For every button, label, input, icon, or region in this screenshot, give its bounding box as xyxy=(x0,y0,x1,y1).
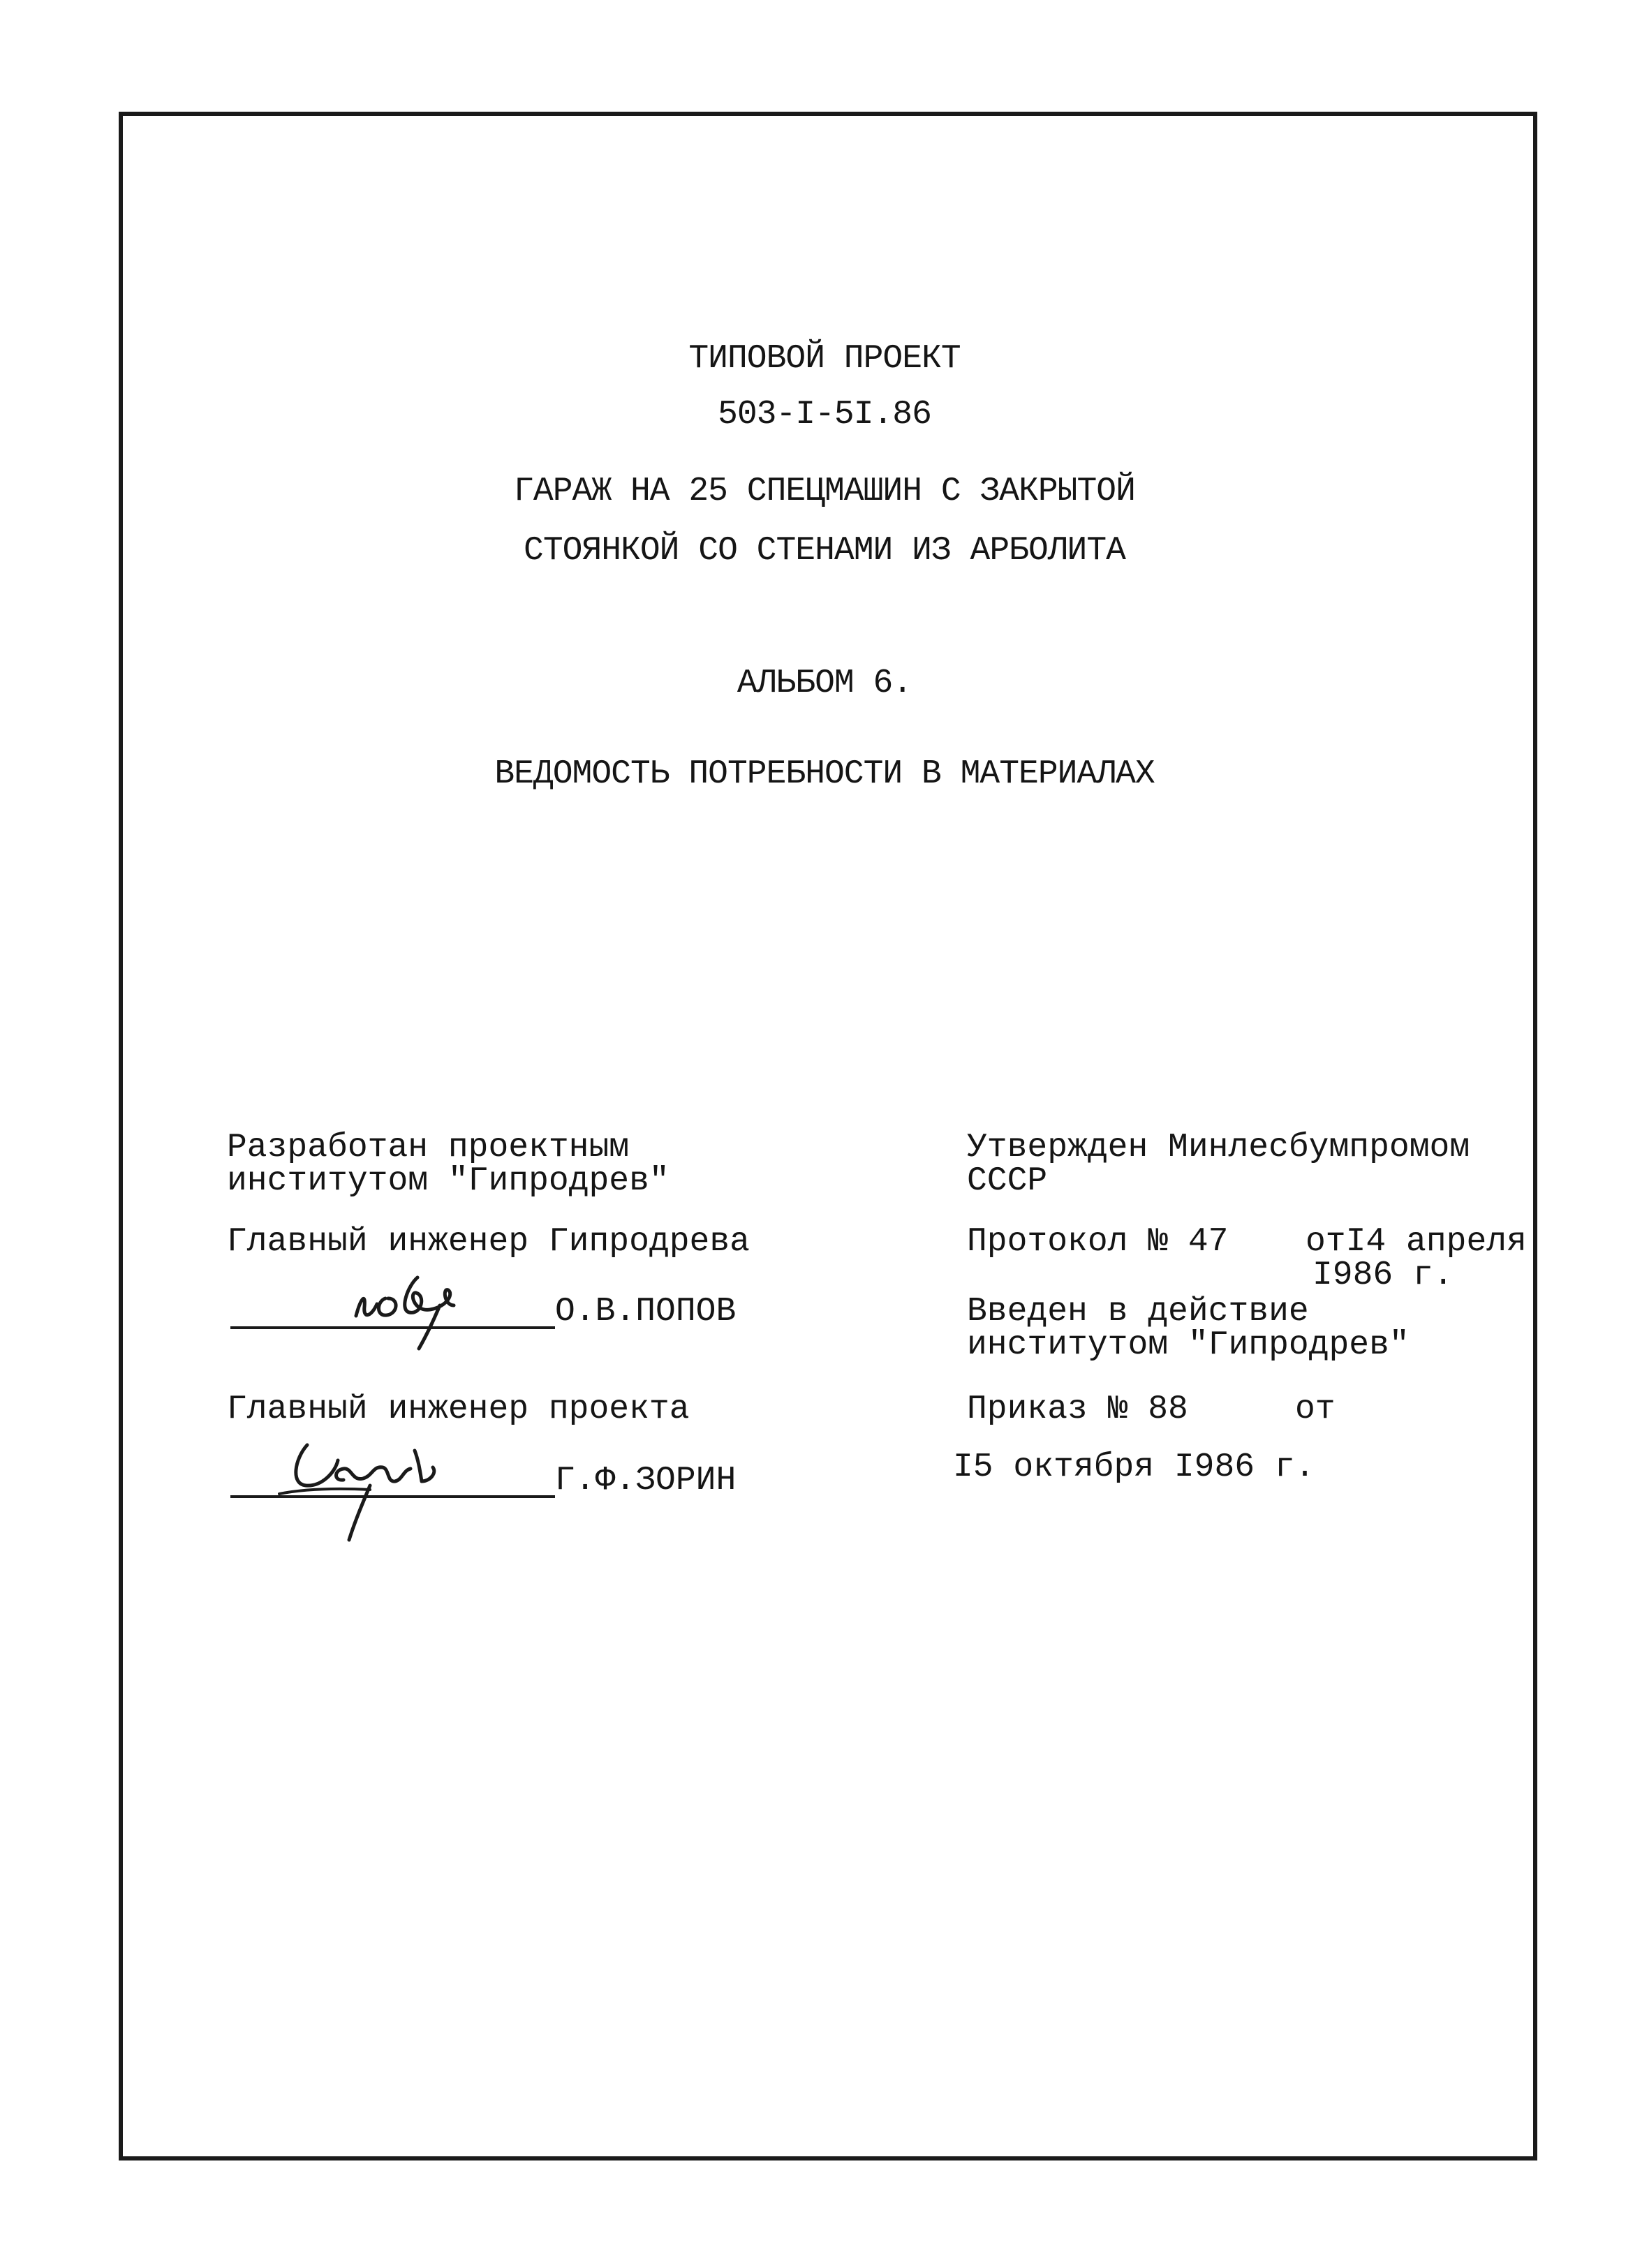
project-engineer-label: Главный инженер проекта xyxy=(227,1391,690,1428)
project-engineer-name: Г.Ф.ЗОРИН xyxy=(555,1462,737,1499)
signature-line-zorin xyxy=(230,1495,555,1498)
project-title-line-1: ГАРАЖ НА 25 СПЕЦМАШИН С ЗАКРЫТОЙ xyxy=(514,473,1135,510)
enacted-line-1: Введен в действие xyxy=(967,1293,1309,1331)
approved-by-line-1: Утвержден Минлесбумпромом xyxy=(967,1129,1470,1166)
signature-popov xyxy=(335,1250,503,1354)
project-title-line-2: СТОЯНКОЙ СО СТЕНАМИ ИЗ АРБОЛИТА xyxy=(524,532,1125,570)
protocol-date-line-1: отI4 апреля xyxy=(1306,1223,1527,1261)
protocol-date-line-2: I986 г. xyxy=(1312,1257,1454,1294)
order-number: Приказ № 88 xyxy=(967,1391,1188,1428)
approved-by-line-2: СССР xyxy=(967,1162,1048,1200)
developer-line-1: Разработан проектным xyxy=(227,1129,630,1166)
project-number: 503-I-5I.86 xyxy=(718,396,931,433)
chief-engineer-label: Главный инженер Гипродрева xyxy=(227,1223,750,1261)
signature-line-popov xyxy=(230,1326,555,1329)
enacted-line-2: институтом "Гипродрев" xyxy=(967,1326,1410,1364)
album-number: АЛЬБОМ 6. xyxy=(737,665,912,702)
doc-type-heading: ТИПОВОЙ ПРОЕКТ xyxy=(688,340,961,378)
order-from-label: от xyxy=(1295,1391,1336,1428)
chief-engineer-name: О.В.ПОПОВ xyxy=(555,1293,737,1331)
order-date: I5 октября I986 г. xyxy=(953,1448,1315,1486)
developer-line-2: институтом "Гипродрев" xyxy=(227,1162,670,1200)
album-subject: ВЕДОМОСТЬ ПОТРЕБНОСТИ В МАТЕРИАЛАХ xyxy=(494,755,1155,793)
signature-zorin xyxy=(265,1417,475,1543)
protocol-number: Протокол № 47 xyxy=(967,1223,1229,1261)
